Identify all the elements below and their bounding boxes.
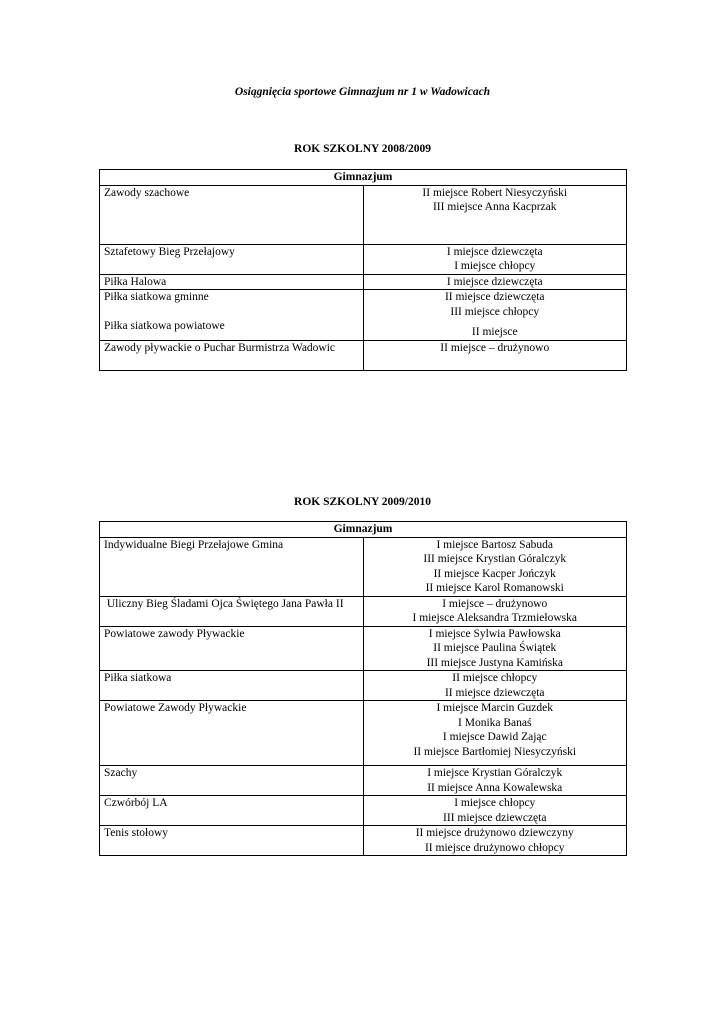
result-line: III miejsce chłopcy [450,305,540,318]
results-table-2009-2010 [99,521,627,856]
result-line: I miejsce Aleksandra Trzmiełowska [412,612,577,624]
event-name: Zawody szachowe [104,186,190,199]
result-line: III miejsce dziewczęta [443,811,547,824]
result-line: II miejsce Bartłomiej Niesyczyński [413,745,577,758]
table-row [100,244,627,274]
event-cell [100,766,364,796]
result-line: I miejsce dziewczęta [446,245,543,258]
event-name: Powiatowe zawody Pływackie [104,627,245,640]
document-title: Osiągnięcia sportowe Gimnazjum nr 1 w Wadowicach [234,86,491,98]
result-line: II miejsce Paulina Świątek [433,642,557,654]
result-line: I miejsce – drużynowo [442,597,548,610]
table-row [100,340,627,370]
event-cell [100,537,364,596]
event-cell [100,290,364,341]
event-name: Piłka siatkowa powiatowe [104,320,225,332]
event-cell [100,826,364,856]
result-line: II miejsce chłopcy [452,672,538,684]
table-row [100,290,627,341]
result-line: II miejsce dziewczęta [444,686,545,699]
table-row [100,626,627,671]
table-row [100,796,627,826]
event-cell [100,796,364,826]
result-line: I miejsce chłopcy [454,797,536,809]
table-row [100,826,627,856]
table-header-row [100,170,627,186]
result-line: II miejsce Karol Romanowski [425,582,564,594]
result-cell [363,537,627,596]
result-cell [363,826,627,856]
year-heading-2009-2010: ROK SZKOLNY 2009/2010 [294,496,431,508]
results-table-2008-2009 [99,169,627,371]
table-row [100,766,627,796]
result-line: II miejsce [471,326,518,338]
result-cell [363,274,627,290]
result-cell [363,766,627,796]
result-line: II miejsce Anna Kowalewska [427,781,563,794]
event-name: Uliczny Bieg Śladami Ojca Świętego Jana Pawła II [104,597,344,610]
event-name: Szachy [104,767,138,779]
result-line: II miejsce dziewczęta [444,291,545,303]
result-line: I miejsce chłopcy [454,260,536,272]
result-line: II miejsce – drużynowo [440,341,550,354]
result-cell [363,244,627,274]
event-name: Sztafetowy Bieg Przełajowy [104,245,235,258]
event-name: Tenis stołowy [104,827,169,839]
year-heading-2008-2009: ROK SZKOLNY 2008/2009 [294,143,431,155]
table-header: Gimnazjum [100,170,627,186]
event-cell [100,671,364,701]
table-row [100,671,627,701]
result-line: II miejsce drużynowo chłopcy [424,841,565,854]
result-cell [363,671,627,701]
event-cell [100,596,364,626]
result-cell [363,626,627,671]
table-header: Gimnazjum [100,522,627,538]
result-line: II miejsce drużynowo dziewczyny [415,827,574,839]
table-row [100,185,627,244]
table-row [100,537,627,596]
result-line: I miejsce Marcin Guzdek [436,702,554,714]
result-cell [363,701,627,766]
event-name: Piłka siatkowa [104,672,172,684]
table-row [100,274,627,290]
table-header-row [100,522,627,538]
event-name: Piłka Halowa [104,275,167,288]
result-line: III miejsce Krystian Góralczyk [423,553,567,565]
result-line: I miejsce Sylwia Pawłowska [428,627,561,640]
result-cell [363,340,627,370]
event-name: Czwórbój LA [104,797,168,809]
table-row [100,701,627,766]
result-cell [363,596,627,626]
result-line: III miejsce Anna Kacprzak [432,201,557,213]
event-name: Powiatowe Zawody Pływackie [104,702,247,714]
result-line: II miejsce Kacper Jończyk [433,567,556,580]
event-cell [100,626,364,671]
event-cell [100,244,364,274]
result-line: III miejsce Justyna Kamińska [426,656,563,669]
result-cell [363,796,627,826]
result-line: I miejsce Dawid Zając [442,731,547,743]
result-cell [363,290,627,341]
event-cell [100,701,364,766]
event-name: Piłka siatkowa gminne [104,291,209,303]
event-cell [100,340,364,370]
result-line: II miejsce Robert Niesyczyński [422,186,568,199]
result-line: I miejsce Bartosz Sabuda [436,538,554,551]
event-cell [100,185,364,244]
event-name: Indywidualne Biegi Przełajowe Gmina [104,538,284,551]
result-line: I miejsce Krystian Góralczyk [427,767,563,779]
result-cell [363,185,627,244]
table-row [100,596,627,626]
event-name: Zawody pływackie o Puchar Burmistrza Wadowic [104,341,336,354]
result-line: I miejsce dziewczęta [446,275,543,288]
event-cell [100,274,364,290]
result-line: I Monika Banaś [458,716,532,729]
